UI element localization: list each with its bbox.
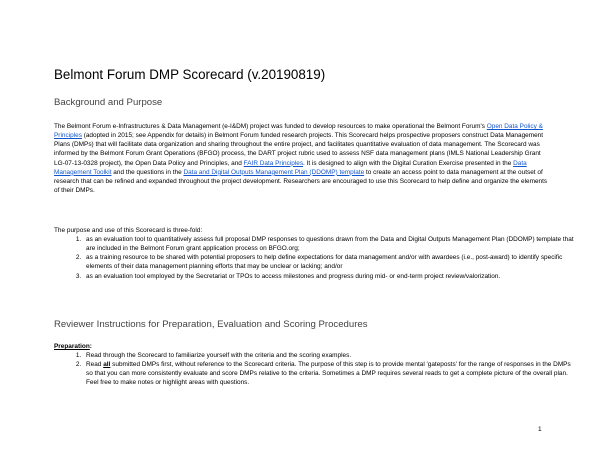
intro-text-1: The Belmont Forum e-Infrastructures & Data Management (e-I&DM) project was funded to develop resources to make operational the Belmont Forum's [54,123,487,130]
intro-paragraph [54,122,548,195]
intro-text-4: and the questions in the [111,168,184,176]
purpose-item: 2. as a training resource to be shared with potential proposers to help define expectations for data management and/or with awardees (i.e., post-award) to identify specific elements of their data management planning efforts that may be unclear or lacking; and/or [83,253,577,271]
preparation-label: Preparation [54,343,90,350]
intro-text-2: (adopted in 2015; see Appendix for details) in Belmont Forum funded research projects. This Scorecard helps prospective proposers construct Data Management Plans (DMPs) that will facilitate data organization and sharing throughout the entire project, and facilitates quantitative evaluation of data management. The Scorecard was informed by the Belmont Forum Grant Operations (BFGO) process, the DART project rubric used to assess NSF data management plans (IMLS National Leadership Grant LG-07-13-0328 project), the Open Data Policy and Principles, and [54,132,544,167]
page-number: 1 [538,426,542,433]
preparation-item [83,360,577,387]
prep-item2-emphasis: all [103,361,111,369]
fair-principles-link[interactable]: FAIR Data Principles [243,159,304,167]
open-data-policy-link[interactable]: Open Data Policy & Principles [54,123,543,140]
preparation-item: 1. Read through the Scorecard to familiarize yourself with the criteria and the scoring examples. [83,351,577,360]
purpose-list [54,235,577,281]
intro-text-3: . It is designed to align with the Digital Curation Exercise presented in the [303,159,514,167]
purpose-item: 1. as an evaluation tool to quantitatively assess full proposal DMP responses to questions drawn from the Data and Digital Outputs Management Plan (DDOMP) template that are included in the Belmont Forum grant application process on BFGO.org; [83,235,577,253]
reviewer-instructions-heading: Reviewer Instructions for Preparation, Evaluation and Scoring Procedures [54,319,368,330]
purpose-item: 3. as an evaluation tool employed by the Secretariat or TPOs to access milestones and progress during mid- or end-term project review/valorization. [83,272,577,281]
preparation-list [54,351,577,388]
ddomp-template-link[interactable]: Data and Digital Outputs Management Plan (DDOMP) template [183,168,365,176]
page-title: Belmont Forum DMP Scorecard (v.20190819) [54,67,326,82]
preparation-label-line [54,342,548,351]
prep-item2-text-a: Read [86,361,104,369]
background-heading: Background and Purpose [54,97,163,108]
prep-item2-text-b: submitted DMPs first, without reference to the Scorecard criteria. The purpose of this step is to provide mental 'gateposts' for the range of responses in the DMPs so that you can more consistently evaluate and score DMPs relative to the criteria. Sometimes a DMP requires several reads to get a complete picture of the overall plan. Feel free to make notes or highlight areas with questions. [86,361,571,387]
preparation-colon: : [89,343,92,350]
data-management-toolkit-link[interactable]: Data Management Toolkit [54,159,527,176]
purpose-lead: The purpose and use of this Scorecard is three-fold: [54,227,203,234]
intro-text-5: to create an access point to data management at the outset of research that can be refined and expanded throughout the project development. Researchers are encouraged to use this Scorecard to help define and organize the elements of their DMPs. [54,168,548,195]
